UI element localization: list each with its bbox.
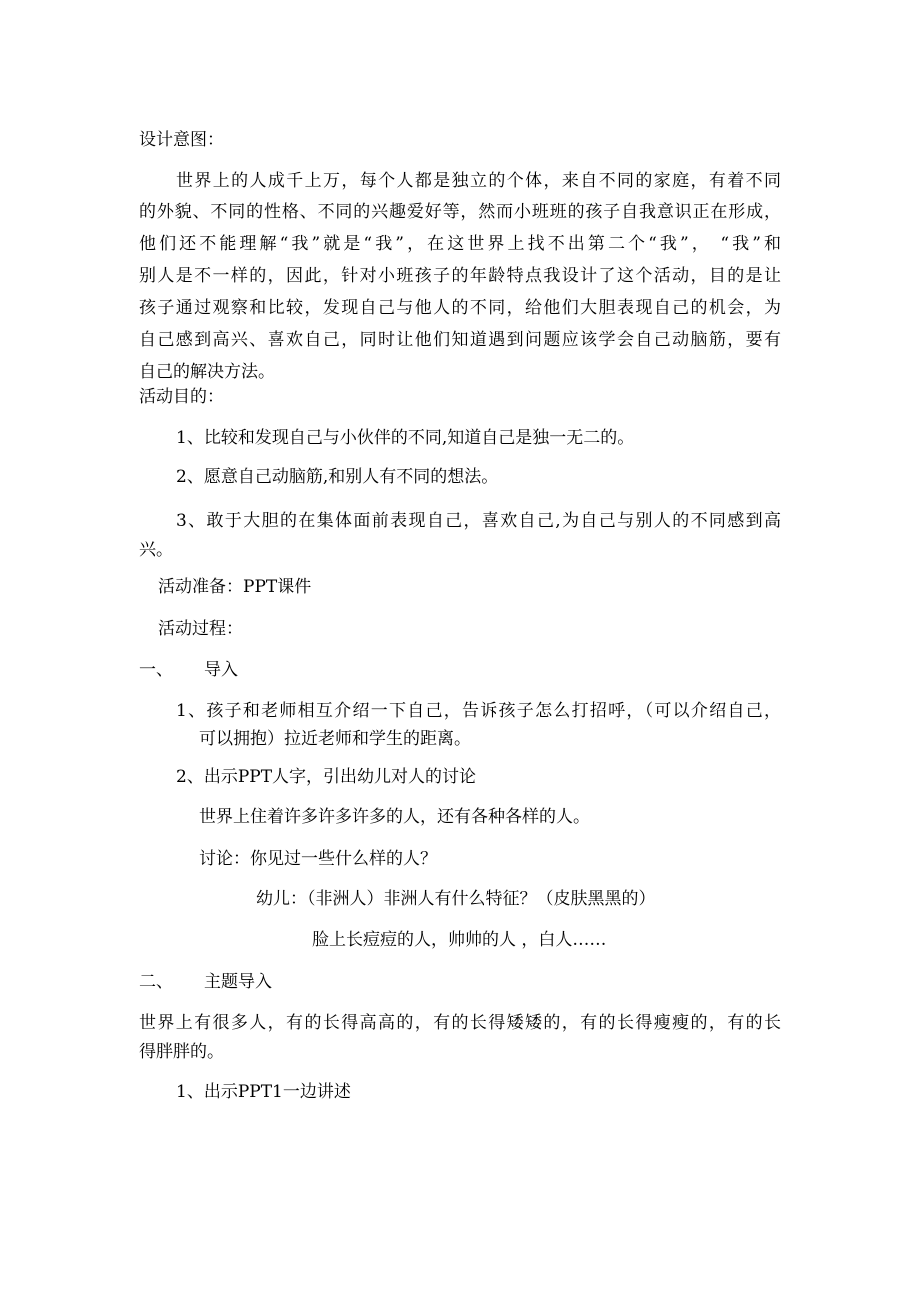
activity-preparation: 活动准备：PPT课件 [158, 577, 312, 597]
section-1-item-1-line-1: 1、孩子和老师相互介绍一下自己，告诉孩子怎么打招呼，（可以介绍自己， [176, 701, 781, 721]
design-intent-line-3: 他们还不能理解“我”就是“我”，在这世界上找不出第二个“我”， “我”和 [139, 234, 781, 254]
objectives-heading: 活动目的： [139, 387, 224, 407]
section-1-item-1-line-2: 可以拥抱）拉近老师和学生的距离。 [199, 729, 471, 749]
section-1-sub-4: 脸上长痘痘的人，帅帅的人 ，白人…… [312, 930, 607, 950]
design-intent-line-6: 自己感到高兴、喜欢自己，同时让他们知道遇到问题应该学会自己动脑筋，要有 [139, 330, 781, 350]
section-1-title: 导入 [204, 660, 238, 680]
section-2-title: 主题导入 [204, 972, 272, 992]
design-intent-line-7: 自己的解决方法。 [139, 362, 275, 382]
objective-item-2: 2、愿意自己动脑筋,和别人有不同的想法。 [176, 467, 499, 487]
design-intent-line-4: 别人是不一样的，因此，针对小班孩子的年龄特点我设计了这个活动，目的是让 [139, 266, 781, 286]
objective-item-3: 3、敢于大胆的在集体面前表现自己，喜欢自己,为自己与别人的不同感到高 [176, 511, 781, 531]
section-2-line-2: 得胖胖的。 [139, 1042, 224, 1062]
design-intent-line-2: 的外貌、不同的性格、不同的兴趣爱好等，然而小班班的孩子自我意识正在形成， [139, 202, 781, 222]
section-1-number: 一、 [139, 660, 173, 680]
section-1-sub-2: 讨论：你见过一些什么样的人？ [199, 849, 437, 869]
objective-item-3-cont: 兴。 [139, 540, 173, 560]
design-intent-heading: 设计意图： [139, 130, 224, 150]
section-2-item-1: 1、出示PPT1一边讲述 [176, 1082, 351, 1102]
design-intent-line-5: 孩子通过观察和比较，发现自己与他人的不同，给他们大胆表现自己的机会，为 [139, 298, 781, 318]
section-2-line-1: 世界上有很多人，有的长得高高的，有的长得矮矮的，有的长得瘦瘦的，有的长 [139, 1013, 781, 1033]
objective-item-1: 1、比较和发现自己与小伙伴的不同,知道自己是独一无二的。 [176, 428, 635, 448]
section-1-sub-1: 世界上住着许多许多许多的人，还有各种各样的人。 [199, 807, 590, 827]
section-1-sub-3: 幼儿：（非洲人）非洲人有什么特征？（皮肤黑黑的） [256, 889, 656, 909]
section-1-item-2: 2、出示PPT人字，引出幼儿对人的讨论 [176, 767, 477, 787]
design-intent-line-1: 世界上的人成千上万，每个人都是独立的个体，来自不同的家庭，有着不同 [176, 171, 781, 191]
section-2-number: 二、 [139, 972, 173, 992]
process-heading: 活动过程： [158, 619, 243, 639]
